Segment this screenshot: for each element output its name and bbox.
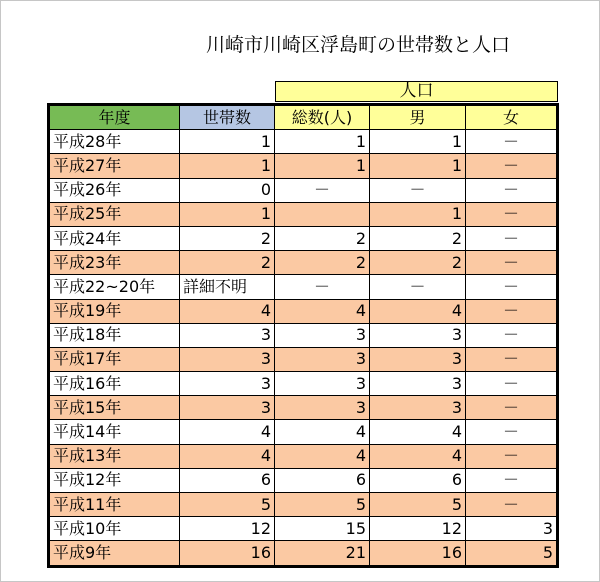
page-title: 川崎市川崎区浮島町の世帯数と人口 — [206, 34, 511, 56]
cell-year: 平成26年 — [49, 178, 180, 202]
cell-male: 1 — [370, 202, 466, 226]
cell-male: 12 — [370, 517, 466, 541]
cell-female: － — [466, 202, 558, 226]
cell-households: 3 — [180, 347, 275, 371]
cell-year: 平成23年 — [49, 251, 180, 275]
cell-households: 4 — [180, 420, 275, 444]
cell-male: 6 — [370, 468, 466, 492]
cell-female: － — [466, 396, 558, 420]
cell-male: 2 — [370, 251, 466, 275]
cell-households: 0 — [180, 178, 275, 202]
cell-households: 5 — [180, 493, 275, 517]
cell-households: 2 — [180, 226, 275, 250]
cell-households: 16 — [180, 541, 275, 566]
cell-male: 16 — [370, 541, 466, 566]
cell-year: 平成16年 — [49, 372, 180, 396]
header-female: 女 — [466, 105, 558, 130]
cell-male: 1 — [370, 130, 466, 154]
cell-male: 3 — [370, 372, 466, 396]
cell-female: － — [466, 130, 558, 154]
cell-year: 平成24年 — [49, 226, 180, 250]
cell-male: － — [370, 275, 466, 299]
cell-households: 3 — [180, 396, 275, 420]
cell-total: － — [275, 275, 370, 299]
table-row — [49, 202, 558, 226]
cell-total: 4 — [275, 420, 370, 444]
cell-households: 詳細不明 — [180, 275, 275, 299]
cell-female: － — [466, 299, 558, 323]
cell-total: 5 — [275, 493, 370, 517]
cell-total: 3 — [275, 372, 370, 396]
cell-total: 4 — [275, 444, 370, 468]
cell-total: 4 — [275, 299, 370, 323]
table-row — [49, 468, 558, 492]
table-row — [49, 420, 558, 444]
cell-households: 1 — [180, 202, 275, 226]
cell-male: 4 — [370, 444, 466, 468]
cell-year: 平成13年 — [49, 444, 180, 468]
cell-year: 平成12年 — [49, 468, 180, 492]
header-year: 年度 — [49, 105, 180, 130]
cell-year: 平成18年 — [49, 323, 180, 347]
table-row — [49, 372, 558, 396]
cell-female: － — [466, 178, 558, 202]
cell-total: 6 — [275, 468, 370, 492]
table-row — [49, 154, 558, 178]
cell-year: 平成11年 — [49, 493, 180, 517]
cell-male: 1 — [370, 154, 466, 178]
table-row — [49, 396, 558, 420]
cell-year: 平成10年 — [49, 517, 180, 541]
cell-female: － — [466, 493, 558, 517]
cell-male: － — [370, 178, 466, 202]
cell-households: 4 — [180, 444, 275, 468]
cell-male: 3 — [370, 396, 466, 420]
cell-total: 21 — [275, 541, 370, 566]
cell-male: 3 — [370, 347, 466, 371]
cell-year: 平成19年 — [49, 299, 180, 323]
cell-female: － — [466, 251, 558, 275]
cell-total: 15 — [275, 517, 370, 541]
cell-female: － — [466, 226, 558, 250]
cell-households: 2 — [180, 251, 275, 275]
cell-female: － — [466, 154, 558, 178]
cell-female: － — [466, 372, 558, 396]
cell-total: 3 — [275, 347, 370, 371]
table-row — [49, 541, 558, 566]
cell-households: 6 — [180, 468, 275, 492]
header-row — [49, 105, 558, 130]
cell-female: － — [466, 420, 558, 444]
cell-female: － — [466, 275, 558, 299]
cell-households: 12 — [180, 517, 275, 541]
cell-male: 4 — [370, 299, 466, 323]
table-row — [49, 323, 558, 347]
cell-male: 3 — [370, 323, 466, 347]
cell-female: 5 — [466, 541, 558, 566]
cell-female: － — [466, 444, 558, 468]
header-households: 世帯数 — [180, 105, 275, 130]
table-row — [49, 517, 558, 541]
cell-total: 1 — [275, 154, 370, 178]
table-body — [49, 130, 558, 566]
cell-total: 3 — [275, 323, 370, 347]
table-row — [49, 251, 558, 275]
table-row — [49, 299, 558, 323]
cell-households: 1 — [180, 154, 275, 178]
cell-total — [275, 202, 370, 226]
cell-year: 平成22~20年 — [49, 275, 180, 299]
cell-total: 2 — [275, 226, 370, 250]
table-row — [49, 275, 558, 299]
cell-year: 平成14年 — [49, 420, 180, 444]
table-row — [49, 130, 558, 154]
cell-total: 1 — [275, 130, 370, 154]
cell-year: 平成27年 — [49, 154, 180, 178]
header-total: 総数(人) — [275, 105, 370, 130]
cell-total: 3 — [275, 396, 370, 420]
cell-female: － — [466, 468, 558, 492]
cell-households: 3 — [180, 323, 275, 347]
table-row — [49, 444, 558, 468]
table-row — [49, 226, 558, 250]
header-male: 男 — [370, 105, 466, 130]
cell-total: － — [275, 178, 370, 202]
cell-male: 5 — [370, 493, 466, 517]
table-row — [49, 347, 558, 371]
cell-female: 3 — [466, 517, 558, 541]
cell-households: 1 — [180, 130, 275, 154]
population-table — [47, 103, 559, 568]
cell-female: － — [466, 347, 558, 371]
cell-male: 2 — [370, 226, 466, 250]
cell-households: 4 — [180, 299, 275, 323]
cell-year: 平成25年 — [49, 202, 180, 226]
cell-total: 2 — [275, 251, 370, 275]
cell-female: － — [466, 323, 558, 347]
table-row — [49, 493, 558, 517]
cell-households: 3 — [180, 372, 275, 396]
cell-year: 平成17年 — [49, 347, 180, 371]
cell-year: 平成15年 — [49, 396, 180, 420]
population-group-header: 人口 — [275, 81, 558, 102]
cell-male: 4 — [370, 420, 466, 444]
cell-year: 平成9年 — [49, 541, 180, 566]
table-row — [49, 178, 558, 202]
cell-year: 平成28年 — [49, 130, 180, 154]
